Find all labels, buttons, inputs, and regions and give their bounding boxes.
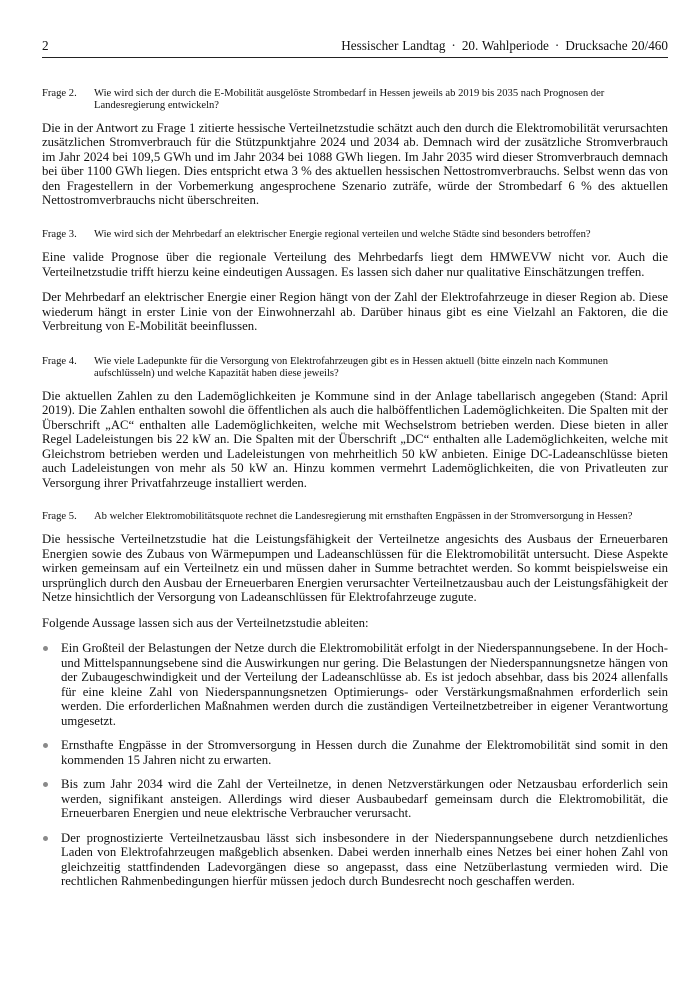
- bullet-icon: [43, 646, 48, 651]
- list-item-text: Ein Großteil der Belastungen der Netze durch die Elektromobilität erfolgt in der Niederspannungsebene. In der Hoch- und Mittelspannungsebene sind die Auswirkungen nur gering. Die Belastungen der Niederspannungsnetze hängen von der Zubaugeschwindigkeit und der Verteilung der Ladeanschlüsse ab. Es ist jedoch absehbar, dass bis 2024 allenfalls für eine kleine Zahl von Niederspannungsnetzen Optimierungs- oder Verstärkungsmaßnahmen erforderlich sein werden. Die erforderlichen Maßnahmen werden durch die zuständigen Verteilnetzbetreiber in eigener Verantwortung umgesetzt.: [61, 641, 668, 728]
- findings-list: [42, 641, 668, 889]
- header-publisher: Hessischer Landtag: [341, 38, 446, 53]
- question-2: [42, 88, 668, 113]
- question-label: Frage 5.: [42, 511, 77, 523]
- page-header: [42, 38, 668, 58]
- header-document-number: Drucksache 20/460: [565, 38, 668, 53]
- list-item-text: Ernsthafte Engpässe in der Stromversorgung in Hessen durch die Zunahme der Elektromobilität sind somit in den kommenden 15 Jahren nicht zu erwarten.: [61, 738, 668, 767]
- document-page: [42, 38, 668, 889]
- list-item: [42, 777, 668, 821]
- header-separator: ·: [451, 38, 456, 53]
- question-label: Frage 2.: [42, 88, 77, 99]
- list-item: [42, 641, 668, 728]
- answer-paragraph: Eine valide Prognose über die regionale Verteilung des Mehrbedarfs liegt dem HMWEVW nicht vor. Auch die Verteilnetzstudie trifft hierzu keine eindeutigen Aussagen. Es lassen sich daher nur qualitative Einschätzungen treffen.: [42, 250, 668, 279]
- answer-paragraph: Die in der Antwort zu Frage 1 zitierte hessische Verteilnetzstudie schätzt auch den durch die Elektromobilität verursachten zusätzlichen Stromverbrauch für die Stützpunktjahre 2024 und 2034 ab. Demnach wird der zusätzliche Stromverbrauch im Jahr 2024 bei 109,5 GWh und im Jahr 2034 bei 1088 GWh liegen. Im Jahr 2035 wird dieser Stromverbrauch demnach bei über 1100 GWh liegen. Dies entspricht etwa 3 % des aktuellen hessischen Nettostromverbrauchs. Selbst wenn das von den Fragestellern in der Vorbemerkung angesprochene Szenario zuträfe, würde der Strombedarf 6 % des aktuellen Nettostromverbrauchs nicht überschreiten.: [42, 120, 668, 208]
- list-item: [42, 831, 668, 889]
- list-item: [42, 738, 668, 767]
- question-text: Wie wird sich der Mehrbedarf an elektrischer Energie regional verteilen und welche Städte sind besonders betroffen?: [94, 228, 591, 240]
- bullet-icon: [43, 782, 48, 787]
- question-label: Frage 3.: [42, 228, 77, 240]
- question-3: [42, 229, 668, 241]
- header-separator: ·: [554, 38, 560, 53]
- question-text: Wie wird sich der durch die E-Mobilität ausgelöste Strombedarf in Hessen jeweils ab 2019 bis 2035 nach Prognosen der Landesregierung entwickeln?: [94, 88, 605, 112]
- question-label: Frage 4.: [42, 355, 77, 367]
- answer-paragraph: Der Mehrbedarf an elektrischer Energie einer Region hängt von der Zahl der Elektrofahrzeuge in dieser Region ab. Diese wiederum hängt in erster Linie von der Einwohnerzahl ab. Darüber hinaus gibt es eine Vielzahl an Faktoren, die die Verbreitung von E-Mobilität beeinflussen.: [42, 290, 668, 334]
- answer-paragraph: Folgende Aussage lassen sich aus der Verteilnetzstudie ableiten:: [42, 615, 369, 630]
- question-5: [42, 511, 668, 523]
- bullet-icon: [43, 743, 48, 748]
- answer-paragraph: Die hessische Verteilnetzstudie hat die Leistungsfähigkeit der Verteilnetze angesichts des Ausbaus der Erneuerbaren Energien sowie des Zubaus von Wärmepumpen und Ladeanschlüssen für die Elektromobilität untersucht. Diese Aspekte wirken gemeinsam auf ein Verteilnetz ein und müssen daher in Summe betrachtet werden. So kommt beispielsweise ein ursprünglich durch den Ausbau der Erneuerbaren Energien verursachter Verteilnetzausbau auch der Leistungsfähigkeit der Netze hinsichtlich der Versorgung von Ladeanschlüssen für Elektrofahrzeuge zugute.: [42, 532, 668, 605]
- question-4: [42, 356, 668, 381]
- bullet-icon: [43, 836, 48, 841]
- question-text: Ab welcher Elektromobilitätsquote rechnet die Landesregierung mit ernsthaften Engpässen in der Stromversorgung in Hessen?: [94, 511, 633, 523]
- page-number: 2: [42, 38, 49, 53]
- list-item-text: Der prognostizierte Verteilnetzausbau lässt sich insbesondere in der Niederspannungsebene durch netzdienliches Laden von Elektrofahrzeugen maßgeblich absenken. Dabei werden innerhalb eines Netzes bei einer hohen Zahl von gleichzeitig stattfindenden Ladevorgängen diese so angepasst, dass eine Netzüberlastung vermieden wird. Die rechtlichen Rahmenbedingungen hierfür müssen jedoch durch Bundesrecht noch geschaffen werden.: [61, 830, 668, 889]
- list-item-text: Bis zum Jahr 2034 wird die Zahl der Verteilnetze, in denen Netzverstärkungen oder Netzausbau erforderlich sein werden, signifikant ansteigen. Allerdings wird dieser Ausbaubedarf gemeinsam durch die Elektromobilität, die Erneuerbaren Energien und neue elektrische Verbraucher verursacht.: [61, 777, 668, 821]
- question-text: Wie viele Ladepunkte für die Versorgung von Elektrofahrzeugen gibt es in Hessen aktuell (bitte einzeln nach Kommunen aufschlüsseln) und welche Kapazität haben diese jeweils?: [94, 355, 608, 380]
- header-period: 20. Wahlperiode: [461, 38, 549, 53]
- answer-paragraph: Die aktuellen Zahlen zu den Lademöglichkeiten je Kommune sind in der Anlage tabellarisch angegeben (Stand: April 2019). Die Zahlen enthalten sowohl die öffentlichen als auch die halböffentlichen Lademöglichkeiten. Die Spalten mit der Überschrift „AC“ enthalten alle Lademöglichkeiten, welche mit Wechselstrom betrieben werden. Diese bieten in aller Regel Ladeleistungen bis 22 kW an. Die Spalten mit der Überschrift „DC“ enthalten alle Lademöglichkeiten, welche mit Gleichstrom betrieben werden und Ladeleistungen von mehrheitlich 50 kW anbieten. Einige DC-Ladeanschlüsse bieten auch Ladeleistungen von mehr als 50 kW an. Hinzu kommen vermehrt Lademöglichkeiten, die von Privatleuten zur Versorgung ihrer Privatfahrzeuge installiert werden.: [42, 388, 668, 490]
- header-meta: [49, 38, 668, 54]
